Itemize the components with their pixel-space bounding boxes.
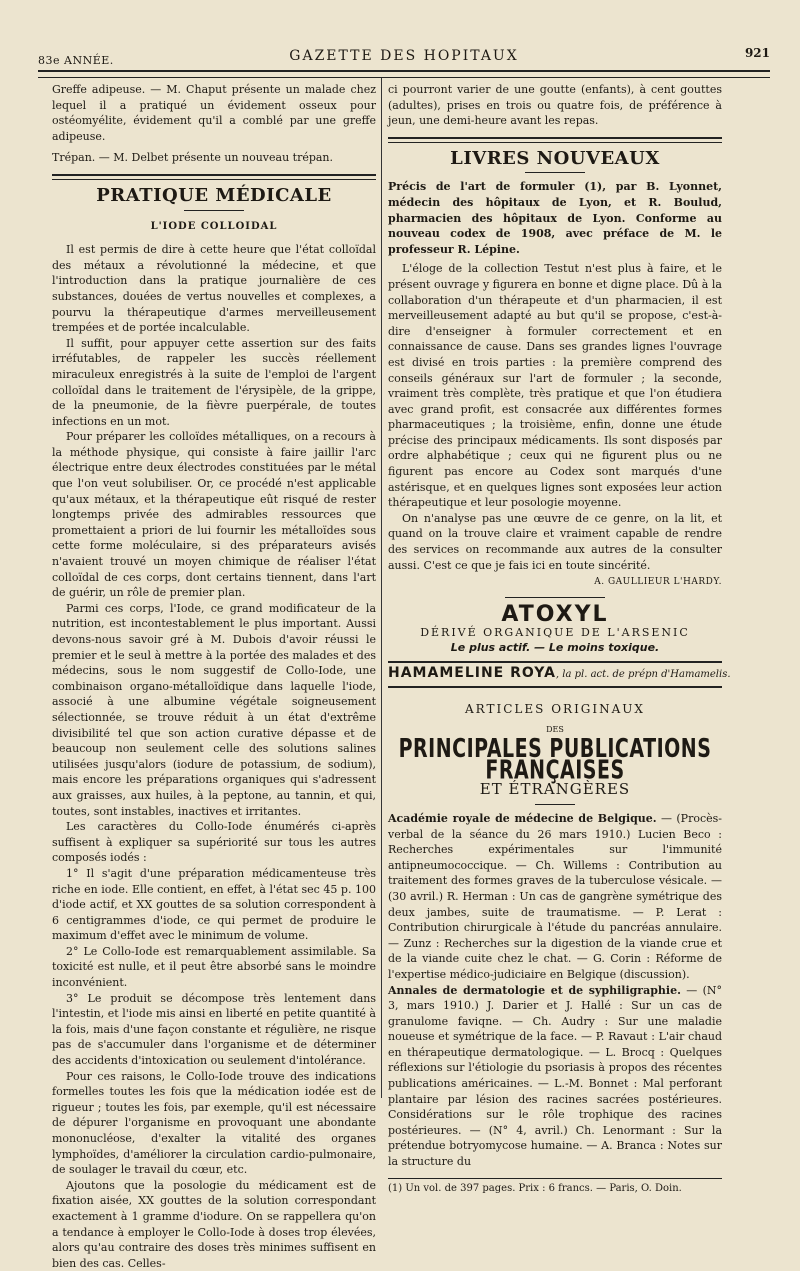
signature: A. GAULLIEUR L'HARDY. — [594, 577, 722, 588]
continued-paragraph: ci pourront varier de une goutte (enfants), à cent gouttes (adultes), prises en trois ou quatre fois, de préférence à jeun, une demi-heure avant les repas. — [388, 83, 722, 128]
des-label: DES — [546, 724, 564, 734]
paragraph: Les caractères du Collo-Iode énumérés ci-après suffisent à expliquer sa supériorité sur tous les autres composés iodés : — [52, 820, 376, 865]
trepan-paragraph: Trépan. — M. Delbet présente un nouveau trépan. — [52, 151, 334, 165]
book-entry: Précis de l'art de formuler (1), par B. Lyonnet, médecin des hôpitaux de Lyon, et R. Boulud, pharmacien des hôpitaux de Lyon. Conforme au nouveau codex de 1908, avec préface de M. le professeur R. Lépine. — [388, 180, 722, 256]
article-subtitle: L'IODE COLLOIDAL — [150, 220, 278, 232]
paragraph: Pour préparer les colloïdes métalliques, on a recours à la méthode physique, qui consiste à faire jaillir l'arc électrique entre deux électrodes constituées par le métal que l'on veut solubiliser. Or, ce procédé n'est applicable qu'aux métaux, et la thérapeutique eût risqué de rester longtemps privée des admirables ressources que promettaient a priori de lui fournir les métalloïdes sous cette forme moléculaire, si des préparateurs avisés n'avaient trouvé un moyen chimique de réaliser l'état colloïdal de ces corps, dont certains tiennent, dans l'art de guérir, un rôle de premier plan. — [52, 430, 376, 600]
paragraph: 2° Le Collo-Iode est remarquablement assimilable. Sa toxicité est nulle, et il peut être absorbé sans le moindre inconvénient. — [52, 944, 376, 990]
etrangeres-heading: ET ÉTRANGÈRES — [479, 780, 631, 799]
principales-heading: PRINCIPALES PUBLICATIONS FRANÇAISES — [398, 734, 712, 786]
section-title-pratique: PRATIQUE MÉDICALE — [96, 184, 332, 206]
paragraph: Il suffit, pour appuyer cette assertion sur des faits irréfutables, de rappeler les succès réellement miraculeux enregistrés à la suite de l'emploi de l'argent colloïdal dans le traitement de l'érysipèle, de la grippe, de la pneumonie, de la fièvre puerpérale, de toutes infections en un mot. — [52, 336, 376, 428]
paragraph: 3° Le produit se décompose très lentement dans l'intestin, et l'iode mis ainsi en liberté en petite quantité à la fois, mais d'une façon constante et régulière, ne risque pas de s'accumuler dans l'organisme et de déterminer des accidents d'intoxication ou seulement d'intolérance. — [52, 991, 376, 1068]
review-paragraph: L'éloge de la collection Testut n'est plus à faire, et le présent ouvrage y figurera en bonne et digne place. Dû à la collaboration d'un thérapeute et d'un pharmacien, il est merveilleusement adapté au but qu'il se propose, c'est-à-dire d'enseigner à formuler correctement et en connaissance de cause. Dans ses grandes lignes l'ouvrage est divisé en trois parties : la première comprend des conseils généraux sur l'art de formuler ; la seconde, vraiment très complète, très pratique et que l'on étudiera avec grand profit, est consacrée aux différentes formes pharmaceutiques ; la troisième, enfin, donne une étude précise des principaux médicaments. Ils sont disposés par ordre alphabétique ; ceux qui ne figurent plus ou ne figurent pas encore au Codex sont marqués d'une astérisque, et en quelques lignes sont exposées leur action thérapeutique et leur posologie moyenne. — [388, 262, 722, 510]
paragraph: Parmi ces corps, l'Iode, ce grand modificateur de la nutrition, est incontestablement le plus important. Aussi devons-nous savoir gré à M. Dubois d'avoir réussi le premier et le seul à mettre à la portée des malades et des médecins, sous le nom suggestif de Collo-Iode, une combinaison organo-métalloïdique dans laquelle l'iode, associé à une albumine végétale soigneusement sélectionnée, se trouve réduit à un état d'extrême divisibilité tel que son action curative dépasse et de beaucoup non seulement celle des solutions salines utilisées jusqu'alors (iodure de potassium, de sodium), mais encore les préparations organiques qui s'adressent aux graisses, aux huiles, à la peptone, au tannin, et qui, toutes, sont instables, inactives et irritantes. — [52, 601, 376, 818]
section-rule — [388, 137, 722, 143]
short-rule — [184, 210, 244, 211]
paragraph: Ajoutons que la posologie du médicament est de fixation aisée, XX gouttes de la solution correspondant exactement à 1 gramme d'iodure. On se rappellera qu'on a tendance à employer le Collo-Iode à doses trop élevées, alors qu'au contraire des doses très minimes suffisent en bien des cas. Celles- — [52, 1178, 376, 1270]
section-rule — [52, 174, 376, 180]
annales-body: — (N° 3, mars 1910.) J. Darier et J. Hallé : Sur un cas de granulome faviqne. — Ch. Audry : Sur une maladie noueuse et symétrique de la face. — P. Ravaut : L'air chaud en thérapeutique dermatologique. — L. Brocq : Quelques réflexions sur l'étiologie du psoriasis à propos des récentes publications américaines. — L.-M. Bonnet : Mal perforant plantaire par lésion des racines sacrées postérieures. Considérations sur le rôle trophique des racines postérieures. — (N° 4, avril.) Ch. Lenormant : Sur la prétendue botryomycose humaine. — A. Branca : Notes sur la structure du — [388, 983, 722, 1169]
greffe-paragraph: Greffe adipeuse. — M. Chaput présente un malade chez lequel il a pratiqué un évidement osseux pour ostéomyélite, évidement qu'il a comblé par une greffe adipeuse. — [52, 83, 376, 143]
page-header — [38, 40, 770, 68]
academie-entry — [388, 811, 722, 983]
atoxyl-advert — [388, 601, 722, 656]
articles-heading: ARTICLES ORIGINAUX — [465, 702, 645, 716]
footnote: (1) Un vol. de 397 pages. Prix : 6 francs. — Paris, O. Doin. — [388, 1178, 722, 1197]
academie-body: — (Procès-verbal de la séance du 26 mars 1910.) Lucien Beco : Recherches expérimentales sur l'immunité antipneumococcique. — Ch. Willems : Contribution au traitement des formes graves de la tuberculose vésicale. — (30 avril.) R. Herman : Un cas de gangrène symétrique des deux jambes, suite de traumatisme. — P. Lerat : Contribution chirurgicale à l'étude du pancréas annulaire. — Zunz : Recherches sur la digestion de la viande crue et de la viande cuite chez le chat. — G. Corin : Réforme de l'expertise médico-judiciaire en Belgique (discussion). — [388, 811, 722, 981]
review-paragraph: On n'analyse pas une œuvre de ce genre, on la lit, et quand on la trouve claire et vraiment capable de rendre des services on recommande aux autres de la consulter aussi. C'est ce que je fais ici en toute sincérité. — [388, 511, 722, 572]
atoxyl-title: ATOXYL — [501, 601, 609, 627]
hamameline-advert — [388, 661, 731, 688]
hamameline-note: , la pl. act. de prépn d'Hamamelis. — [555, 669, 731, 681]
column-divider — [381, 78, 382, 1098]
paragraph: Il est permis de dire à cette heure que l'état colloïdal des métaux a révolutionné la médecine, et que l'introduction dans la pratique journalière de ces substances, douées de vertus nouvelles et complexes, a pourvu la thérapeutique d'armes merveilleusement trempées et de portée incalculable. — [52, 243, 376, 335]
hamameline-name: HAMAMELINE ROYA — [388, 665, 556, 682]
section-title-livres: LIVRES NOUVEAUX — [450, 147, 660, 169]
annales-entry — [388, 983, 722, 1170]
short-rule — [505, 597, 605, 598]
year-label: 83e ANNÉE. — [38, 54, 114, 67]
annales-heading: Annales de dermatologie et de syphiligraphie. — [388, 983, 681, 997]
atoxyl-subtitle: DÉRIVÉ ORGANIQUE DE L'ARSENIC — [420, 625, 690, 639]
left-column — [52, 82, 376, 1271]
journal-title: GAZETTE DES HOPITAUX — [289, 48, 519, 64]
page-number: 921 — [744, 46, 770, 60]
header-rule — [38, 70, 770, 78]
short-rule — [525, 172, 585, 173]
short-rule — [535, 804, 575, 805]
academie-heading: Académie royale de médecine de Belgique. — [388, 811, 657, 825]
paragraph: 1° Il s'agit d'une préparation médicamenteuse très riche en iode. Elle contient, en effet, à l'état sec 45 p. 100 d'iode actif, et XX gouttes de sa solution correspondent à 6 centigrammes d'iode, ce qui permet de produire le maximum d'effet avec le minimum de volume. — [52, 866, 376, 943]
right-column — [388, 82, 731, 1196]
paragraph: Pour ces raisons, le Collo-Iode trouve des indications formelles toutes les fois que la médication iodée est de rigueur ; toutes les fois, par exemple, qu'il est nécessaire de dépurer l'organisme en provoquant une abondante mononucléose, d'exalter la vitalité des organes lymphoïdes, d'améliorer la circulation cardio-pulmonaire, de soulager le travail du cœur, etc. — [52, 1069, 376, 1177]
atoxyl-tagline: Le plus actif. — Le moins toxique. — [450, 640, 660, 654]
